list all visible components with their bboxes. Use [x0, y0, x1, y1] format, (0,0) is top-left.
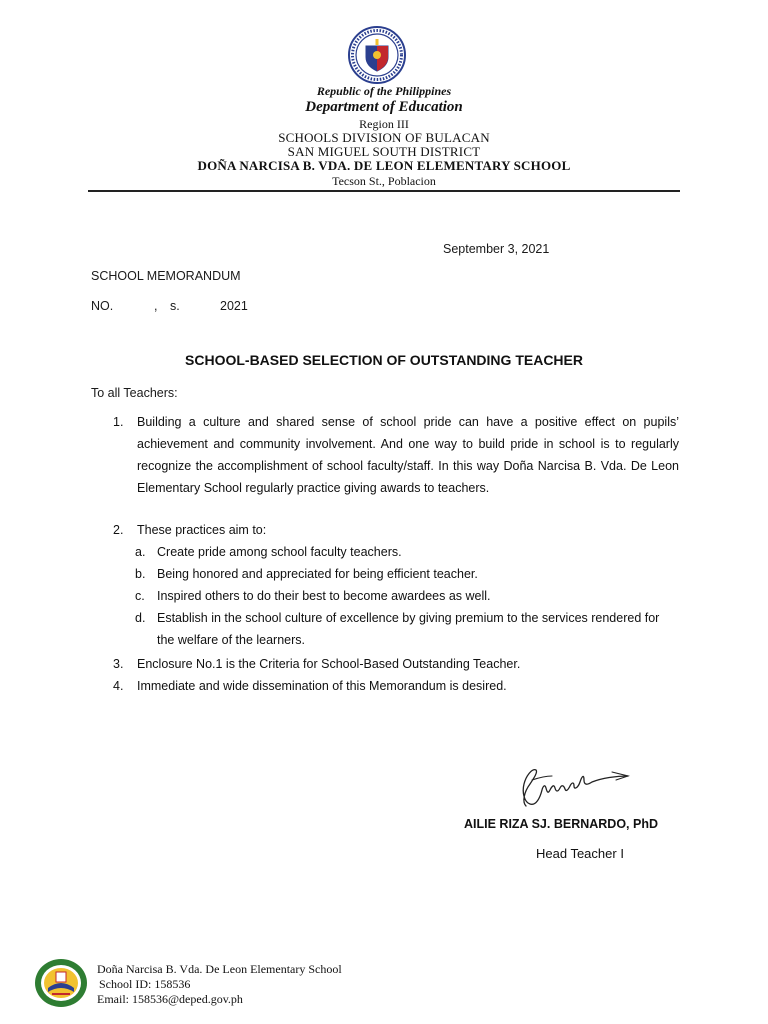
school-logo-icon	[34, 958, 88, 1008]
sub-list-text: Establish in the school culture of excellence by giving premium to the services rendered for the welfare of the learners.	[157, 611, 660, 647]
memo-date: September 3, 2021	[443, 242, 550, 256]
header-address: Tecson St., Poblacion	[332, 174, 436, 188]
sub-list-letter: b.	[135, 567, 146, 581]
header-district: SAN MIGUEL SOUTH DISTRICT	[287, 144, 481, 159]
header-school-name: DOÑA NARCISA B. VDA. DE LEON ELEMENTARY SCHOOL	[197, 158, 571, 173]
list-item	[113, 653, 679, 675]
footer-email: Email: 158536@deped.gov.ph	[97, 992, 243, 1006]
header-divider	[88, 190, 680, 192]
list-item-number: 1.	[113, 415, 124, 429]
sub-list-letter: a.	[135, 545, 146, 559]
footer-school-id: School ID: 158536	[99, 977, 191, 991]
deped-seal-icon	[348, 26, 406, 84]
signature-icon	[512, 762, 632, 812]
list-item-number: 3.	[113, 657, 124, 671]
sub-list-item	[135, 607, 679, 651]
header-division: SCHOOLS DIVISION OF BULACAN	[278, 130, 490, 145]
sub-list-letter: c.	[135, 589, 145, 603]
memo-no-label: NO.	[91, 299, 114, 313]
list-item-text: Enclosure No.1 is the Criteria for School-Based Outstanding Teacher.	[137, 657, 521, 671]
sub-list-item	[135, 585, 679, 607]
list-item-number: 2.	[113, 523, 124, 537]
signatory-name: AILIE RIZA SJ. BERNARDO, PhD	[464, 817, 658, 831]
list-item	[113, 411, 679, 499]
memo-series-label: s.	[170, 299, 180, 313]
list-item	[113, 675, 679, 697]
sub-list-text: Create pride among school faculty teachers.	[157, 545, 402, 559]
sub-list-text: Being honored and appreciated for being efficient teacher.	[157, 567, 478, 581]
sub-list-letter: d.	[135, 611, 146, 625]
memo-greeting: To all Teachers:	[91, 386, 178, 400]
list-item-text: Building a culture and shared sense of school pride can have a positive effect on pupils’ achievement and community involvement. And one way to build pride in school is to regularly recognize the accomplishment of school faculty/staff. In this way Doña Narcisa B. Vda. De Leon Elementary School regularly practice giving awards to teachers.	[137, 415, 679, 495]
memo-title: SCHOOL-BASED SELECTION OF OUTSTANDING TEACHER	[185, 352, 583, 368]
sub-list-item	[135, 563, 679, 585]
memo-label: SCHOOL MEMORANDUM	[91, 269, 241, 283]
memo-no-comma: ,	[154, 299, 158, 313]
list-item	[113, 519, 679, 541]
sub-list-item	[135, 541, 679, 563]
header-department: Department of Education	[305, 99, 463, 115]
footer-school-name: Doña Narcisa B. Vda. De Leon Elementary School	[97, 962, 342, 976]
sub-list-text: Inspired others to do their best to become awardees as well.	[157, 589, 491, 603]
list-item-number: 4.	[113, 679, 124, 693]
list-item-text: Immediate and wide dissemination of this Memorandum is desired.	[137, 679, 507, 693]
signatory-position: Head Teacher I	[536, 846, 624, 861]
sub-list	[135, 541, 679, 651]
list-item-text: These practices aim to:	[137, 523, 267, 537]
header-region: Region III	[359, 117, 409, 131]
memo-year: 2021	[220, 299, 248, 313]
header-republic: Republic of the Philippines	[316, 84, 452, 98]
